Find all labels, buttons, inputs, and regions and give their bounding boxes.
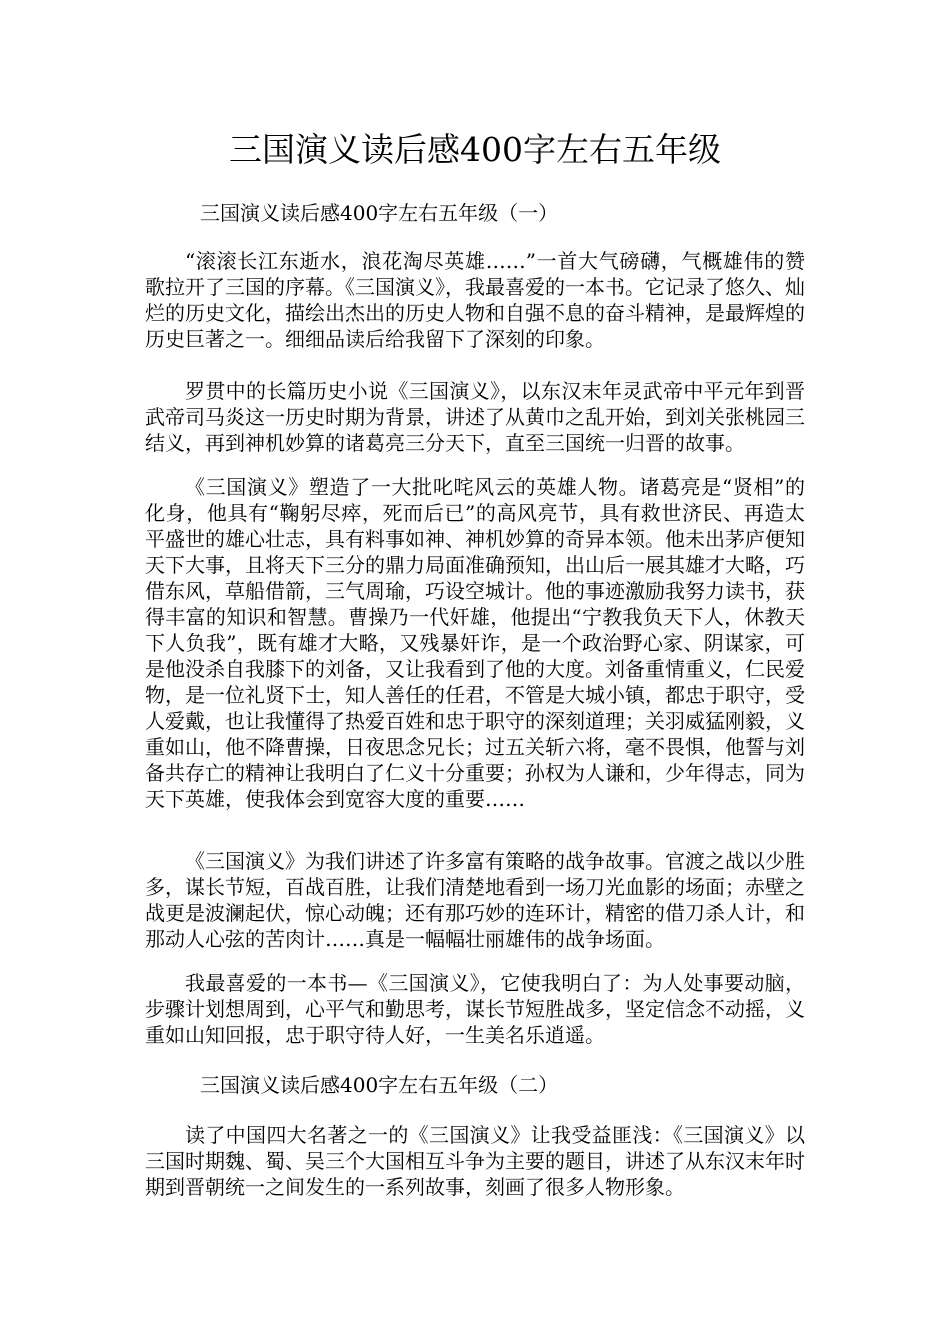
document-title: 三国演义读后感400字左右五年级 <box>229 130 721 169</box>
paragraph-1-1: “滚滚长江东逝水，浪花淘尽英雄……”一首大气磅礴，气概雄伟的赞歌拉开了三国的序幕。《三国演义》，我最喜爱的一本书。它记录了悠久、灿烂的历史文化，描绘出杰出的历史人物和自强不息的奋斗精神，是最辉煌的历史巨著之一。细细品读后给我留下了深刻的印象。 <box>145 249 805 351</box>
paragraph-2-1: 读了中国四大名著之一的《三国演义》让我受益匪浅：《三国演义》以三国时期魏、蜀、吴三个大国相互斗争为主要的题目，讲述了从东汉末年时期到晋朝统一之间发生的一系列故事，刻画了很多人物形象。 <box>145 1123 805 1199</box>
section-heading-1: 三国演义读后感400字左右五年级（一） <box>200 201 559 225</box>
section-heading-2: 三国演义读后感400字左右五年级（二） <box>200 1073 559 1097</box>
paragraph-1-5: 我最喜爱的一本书—《三国演义》，它使我明白了：为人处事要动脑，步骤计划想周到，心平气和勤思考，谋长节短胜战多，坚定信念不动摇，义重如山知回报，忠于职守待人好，一生美名乐逍遥。 <box>145 971 805 1047</box>
paragraph-1-2: 罗贯中的长篇历史小说《三国演义》，以东汉末年灵武帝中平元年到晋武帝司马炎这一历史时期为背景，讲述了从黄巾之乱开始，到刘关张桃园三结义，再到神机妙算的诸葛亮三分天下，直至三国统一归晋的故事。 <box>145 379 805 455</box>
paragraph-1-3: 《三国演义》塑造了一大批叱咤风云的英雄人物。诸葛亮是“贤相”的化身，他具有“鞠躬尽瘁，死而后已”的高风亮节，具有救世济民、再造太平盛世的雄心壮志，具有料事如神、神机妙算的奇异本领。他未出茅庐便知天下大事，且将天下三分的鼎力局面准确预知，出山后一展其雄才大略，巧借东风，草船借箭，三气周瑜，巧设空城计。他的事迹激励我努力读书，获得丰富的知识和智慧。曹操乃一代奸雄，他提出“宁教我负天下人，休教天下人负我”，既有雄才大略，又残暴奸诈，是一个政治野心家、阴谋家，可是他没杀自我膝下的刘备，又让我看到了他的大度。刘备重情重义，仁民爱物，是一位礼贤下士，知人善任的任君，不管是大城小镇，都忠于职守，受人爱戴，也让我懂得了热爱百姓和忠于职守的深刻道理；关羽威猛刚毅，义重如山，他不降曹操，日夜思念兄长；过五关斩六将，毫不畏惧，他誓与刘备共存亡的精神让我明白了仁义十分重要；孙权为人谦和，少年得志，同为天下英雄，使我体会到宽容大度的重要…… <box>145 475 805 811</box>
paragraph-1-4: 《三国演义》为我们讲述了许多富有策略的战争故事。官渡之战以少胜多，谋长节短，百战百胜，让我们清楚地看到一场刀光血影的场面；赤壁之战更是波澜起伏，惊心动魄；还有那巧妙的连环计，精密的借刀杀人计，和那动人心弦的苦肉计……真是一幅幅壮丽雄伟的战争场面。 <box>145 849 805 951</box>
